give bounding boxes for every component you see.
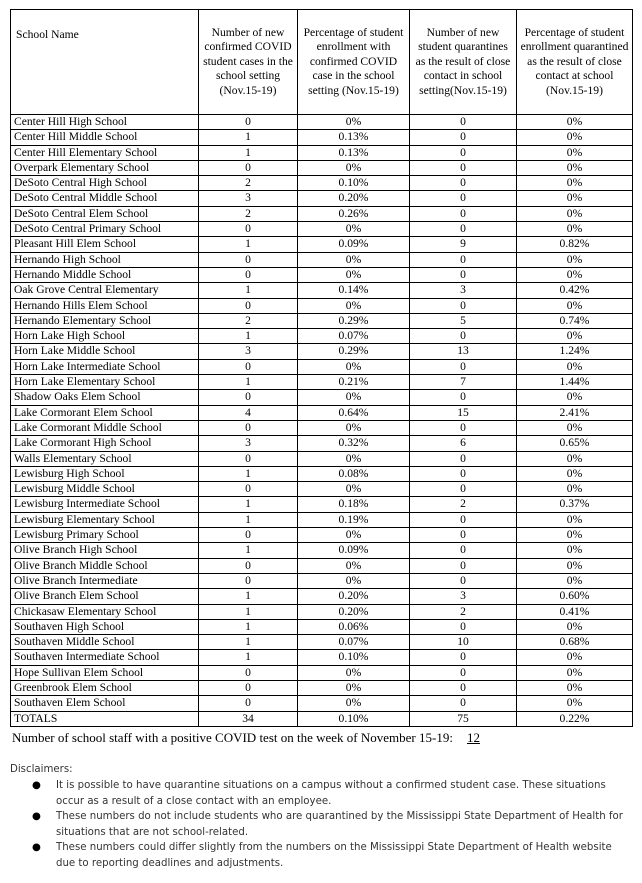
school-name-cell: Hernando Middle School (11, 267, 199, 282)
new-quarantines-cell: 0 (410, 528, 517, 543)
case-percentage-cell: 0.06% (298, 619, 410, 634)
new-cases-cell: 0 (199, 222, 298, 237)
table-row (11, 237, 633, 252)
school-name-cell: Greenbrook Elem School (11, 680, 199, 695)
new-cases-cell: 2 (199, 176, 298, 191)
case-percentage-cell: 0% (298, 359, 410, 374)
table-row (11, 635, 633, 650)
school-name-cell: Olive Branch Elem School (11, 589, 199, 604)
table-row (11, 390, 633, 405)
table-row (11, 420, 633, 435)
new-quarantines-cell: 0 (410, 329, 517, 344)
case-percentage-cell: 0.64% (298, 405, 410, 420)
table-row (11, 160, 633, 175)
new-quarantines-cell: 0 (410, 543, 517, 558)
new-cases-cell: 0 (199, 267, 298, 282)
table-row (11, 589, 633, 604)
new-quarantines-cell: 0 (410, 650, 517, 665)
new-quarantines-cell: 0 (410, 176, 517, 191)
new-cases-cell: 0 (199, 680, 298, 695)
table-row (11, 436, 633, 451)
disclaimer-text: It is possible to have quarantine situations on a campus without a confirmed student case. These situations occur as a result of a close contact with an employee. (56, 780, 606, 807)
new-quarantines-cell: 0 (410, 512, 517, 527)
table-header (11, 10, 633, 115)
quarantine-percentage-cell: 0.42% (517, 283, 633, 298)
new-cases-cell: 0 (199, 528, 298, 543)
new-cases-cell: 1 (199, 130, 298, 145)
quarantine-percentage-cell: 0% (517, 298, 633, 313)
new-cases-cell: 1 (199, 329, 298, 344)
table-body (11, 115, 633, 727)
quarantine-percentage-cell: 0.22% (517, 711, 633, 726)
new-cases-cell: 3 (199, 191, 298, 206)
new-cases-cell: 0 (199, 115, 298, 130)
new-quarantines-cell: 0 (410, 222, 517, 237)
quarantine-percentage-cell: 0% (517, 222, 633, 237)
new-cases-cell: 1 (199, 283, 298, 298)
case-percentage-cell: 0% (298, 451, 410, 466)
new-quarantines-cell: 0 (410, 160, 517, 175)
covid-cases-table (10, 9, 633, 727)
new-quarantines-cell: 0 (410, 359, 517, 374)
case-percentage-cell: 0.07% (298, 635, 410, 650)
new-quarantines-cell: 6 (410, 436, 517, 451)
new-cases-cell: 1 (199, 604, 298, 619)
table-row (11, 512, 633, 527)
case-percentage-cell: 0% (298, 665, 410, 680)
school-name-cell: Pleasant Hill Elem School (11, 237, 199, 252)
table-row (11, 528, 633, 543)
quarantine-percentage-cell: 0% (517, 543, 633, 558)
new-quarantines-cell: 0 (410, 115, 517, 130)
school-name-cell: Olive Branch Intermediate (11, 573, 199, 588)
quarantine-percentage-cell: 0% (517, 176, 633, 191)
school-name-cell: Oak Grove Central Elementary (11, 283, 199, 298)
header-school-name: School Name (11, 10, 199, 115)
table-row (11, 115, 633, 130)
table-row (11, 267, 633, 282)
new-quarantines-cell: 3 (410, 283, 517, 298)
table-row (11, 313, 633, 328)
disclaimer-item (32, 840, 630, 871)
table-row (11, 176, 633, 191)
new-quarantines-cell: 0 (410, 451, 517, 466)
new-quarantines-cell: 13 (410, 344, 517, 359)
table-row (11, 405, 633, 420)
quarantine-percentage-cell: 0.74% (517, 313, 633, 328)
table-row (11, 680, 633, 695)
new-cases-cell: 0 (199, 665, 298, 680)
table-row (11, 145, 633, 160)
table-row (11, 298, 633, 313)
quarantine-percentage-cell: 0.82% (517, 237, 633, 252)
new-quarantines-cell: 5 (410, 313, 517, 328)
disclaimers-section (10, 764, 630, 871)
table-row (11, 558, 633, 573)
disclaimer-item (32, 809, 630, 840)
new-quarantines-cell: 0 (410, 573, 517, 588)
new-quarantines-cell: 0 (410, 619, 517, 634)
table-row (11, 482, 633, 497)
case-percentage-cell: 0% (298, 528, 410, 543)
table-row (11, 359, 633, 374)
new-cases-cell: 0 (199, 573, 298, 588)
new-quarantines-cell: 0 (410, 558, 517, 573)
new-cases-cell: 1 (199, 375, 298, 390)
table-row (11, 665, 633, 680)
case-percentage-cell: 0.10% (298, 711, 410, 726)
case-percentage-cell: 0% (298, 390, 410, 405)
new-cases-cell: 1 (199, 497, 298, 512)
table-row (11, 696, 633, 711)
case-percentage-cell: 0.13% (298, 145, 410, 160)
case-percentage-cell: 0% (298, 298, 410, 313)
header-new-cases: Number of new confirmed COVID student cases in the school setting (Nov.15-19) (199, 10, 298, 115)
new-quarantines-cell: 0 (410, 482, 517, 497)
case-percentage-cell: 0.20% (298, 191, 410, 206)
quarantine-percentage-cell: 0.68% (517, 635, 633, 650)
quarantine-percentage-cell: 0% (517, 390, 633, 405)
quarantine-percentage-cell: 0% (517, 466, 633, 481)
quarantine-percentage-cell: 0% (517, 145, 633, 160)
quarantine-percentage-cell: 0% (517, 573, 633, 588)
quarantine-percentage-cell: 0% (517, 680, 633, 695)
school-name-cell: Southaven Intermediate School (11, 650, 199, 665)
school-name-cell: Olive Branch Middle School (11, 558, 199, 573)
new-cases-cell: 2 (199, 206, 298, 221)
new-cases-cell: 0 (199, 390, 298, 405)
case-percentage-cell: 0.29% (298, 344, 410, 359)
school-name-cell: Overpark Elementary School (11, 160, 199, 175)
new-quarantines-cell: 3 (410, 589, 517, 604)
school-name-cell: Horn Lake Elementary School (11, 375, 199, 390)
new-quarantines-cell: 9 (410, 237, 517, 252)
case-percentage-cell: 0% (298, 160, 410, 175)
quarantine-percentage-cell: 0.60% (517, 589, 633, 604)
header-new-quarantines: Number of new student quarantines as the result of close contact in school setting(Nov.15-19) (410, 10, 517, 115)
disclaimer-text: These numbers do not include students who are quarantined by the Mississippi State Department of Health for situations that are not school-related. (56, 811, 623, 838)
school-name-cell: Southaven Middle School (11, 635, 199, 650)
school-name-cell: Lewisburg Intermediate School (11, 497, 199, 512)
totals-row (11, 711, 633, 726)
school-name-cell: Lewisburg Elementary School (11, 512, 199, 527)
case-percentage-cell: 0.08% (298, 466, 410, 481)
new-quarantines-cell: 2 (410, 497, 517, 512)
quarantine-percentage-cell: 0% (517, 558, 633, 573)
table-row (11, 650, 633, 665)
school-name-cell: DeSoto Central Middle School (11, 191, 199, 206)
staff-count-label: Number of school staff with a positive COVID test on the week of November 15-19: (12, 730, 453, 745)
table-row (11, 222, 633, 237)
new-cases-cell: 1 (199, 237, 298, 252)
bullet-icon: ● (32, 811, 41, 822)
quarantine-percentage-cell: 0.41% (517, 604, 633, 619)
quarantine-percentage-cell: 1.24% (517, 344, 633, 359)
school-name-cell: DeSoto Central Primary School (11, 222, 199, 237)
school-name-cell: Lewisburg High School (11, 466, 199, 481)
new-quarantines-cell: 0 (410, 206, 517, 221)
new-cases-cell: 0 (199, 252, 298, 267)
new-quarantines-cell: 2 (410, 604, 517, 619)
school-name-cell: Center Hill Elementary School (11, 145, 199, 160)
school-name-cell: DeSoto Central Elem School (11, 206, 199, 221)
new-cases-cell: 1 (199, 145, 298, 160)
quarantine-percentage-cell: 0% (517, 451, 633, 466)
header-row (11, 10, 633, 115)
table-row (11, 604, 633, 619)
case-percentage-cell: 0.09% (298, 543, 410, 558)
school-name-cell: Lake Cormorant Elem School (11, 405, 199, 420)
case-percentage-cell: 0.09% (298, 237, 410, 252)
case-percentage-cell: 0.13% (298, 130, 410, 145)
school-name-cell: Olive Branch High School (11, 543, 199, 558)
new-cases-cell: 0 (199, 482, 298, 497)
new-quarantines-cell: 0 (410, 420, 517, 435)
school-name-cell: Southaven High School (11, 619, 199, 634)
new-cases-cell: 0 (199, 420, 298, 435)
quarantine-percentage-cell: 0.37% (517, 497, 633, 512)
case-percentage-cell: 0% (298, 267, 410, 282)
quarantine-percentage-cell: 0% (517, 115, 633, 130)
table-row (11, 206, 633, 221)
school-name-cell: TOTALS (11, 711, 199, 726)
new-quarantines-cell: 0 (410, 390, 517, 405)
new-quarantines-cell: 10 (410, 635, 517, 650)
case-percentage-cell: 0.14% (298, 283, 410, 298)
school-name-cell: Lewisburg Primary School (11, 528, 199, 543)
school-name-cell: Horn Lake High School (11, 329, 199, 344)
school-name-cell: Center Hill Middle School (11, 130, 199, 145)
school-name-cell: Lake Cormorant Middle School (11, 420, 199, 435)
quarantine-percentage-cell: 0% (517, 359, 633, 374)
quarantine-percentage-cell: 0% (517, 191, 633, 206)
case-percentage-cell: 0% (298, 558, 410, 573)
new-cases-cell: 1 (199, 589, 298, 604)
table-row (11, 283, 633, 298)
new-cases-cell: 2 (199, 313, 298, 328)
case-percentage-cell: 0.10% (298, 176, 410, 191)
case-percentage-cell: 0.19% (298, 512, 410, 527)
new-cases-cell: 1 (199, 635, 298, 650)
new-cases-cell: 34 (199, 711, 298, 726)
new-quarantines-cell: 0 (410, 191, 517, 206)
new-quarantines-cell: 0 (410, 665, 517, 680)
new-quarantines-cell: 0 (410, 466, 517, 481)
case-percentage-cell: 0.32% (298, 436, 410, 451)
case-percentage-cell: 0.29% (298, 313, 410, 328)
new-quarantines-cell: 0 (410, 298, 517, 313)
new-cases-cell: 1 (199, 543, 298, 558)
new-cases-cell: 0 (199, 160, 298, 175)
case-percentage-cell: 0% (298, 680, 410, 695)
new-cases-cell: 3 (199, 344, 298, 359)
new-cases-cell: 1 (199, 512, 298, 527)
school-name-cell: Lake Cormorant High School (11, 436, 199, 451)
table-row (11, 573, 633, 588)
case-percentage-cell: 0% (298, 115, 410, 130)
case-percentage-cell: 0% (298, 222, 410, 237)
school-name-cell: Center Hill High School (11, 115, 199, 130)
new-cases-cell: 0 (199, 451, 298, 466)
school-name-cell: Lewisburg Middle School (11, 482, 199, 497)
quarantine-percentage-cell: 0% (517, 512, 633, 527)
new-cases-cell: 3 (199, 436, 298, 451)
school-name-cell: Horn Lake Intermediate School (11, 359, 199, 374)
quarantine-percentage-cell: 0% (517, 329, 633, 344)
staff-positive-count-line (12, 730, 480, 746)
disclaimer-item (32, 778, 630, 809)
school-name-cell: Hernando Hills Elem School (11, 298, 199, 313)
table-row (11, 619, 633, 634)
new-quarantines-cell: 0 (410, 130, 517, 145)
new-cases-cell: 1 (199, 650, 298, 665)
header-quarantine-percentage: Percentage of student enrollment quarantined as the result of close contact at school (Nov.15-19) (517, 10, 633, 115)
quarantine-percentage-cell: 0% (517, 482, 633, 497)
school-name-cell: Chickasaw Elementary School (11, 604, 199, 619)
new-quarantines-cell: 0 (410, 252, 517, 267)
new-quarantines-cell: 0 (410, 267, 517, 282)
new-cases-cell: 1 (199, 619, 298, 634)
school-name-cell: Hernando High School (11, 252, 199, 267)
school-name-cell: Shadow Oaks Elem School (11, 390, 199, 405)
disclaimers-title: Disclaimers: (10, 764, 73, 775)
case-percentage-cell: 0% (298, 573, 410, 588)
quarantine-percentage-cell: 0% (517, 206, 633, 221)
table-row (11, 130, 633, 145)
table-row (11, 543, 633, 558)
case-percentage-cell: 0% (298, 252, 410, 267)
quarantine-percentage-cell: 1.44% (517, 375, 633, 390)
quarantine-percentage-cell: 0% (517, 528, 633, 543)
case-percentage-cell: 0.21% (298, 375, 410, 390)
table-row (11, 252, 633, 267)
new-quarantines-cell: 15 (410, 405, 517, 420)
new-quarantines-cell: 7 (410, 375, 517, 390)
school-name-cell: DeSoto Central High School (11, 176, 199, 191)
school-name-cell: Walls Elementary School (11, 451, 199, 466)
quarantine-percentage-cell: 0% (517, 665, 633, 680)
case-percentage-cell: 0.18% (298, 497, 410, 512)
new-cases-cell: 0 (199, 696, 298, 711)
quarantine-percentage-cell: 0.65% (517, 436, 633, 451)
bullet-icon: ● (32, 842, 41, 853)
new-cases-cell: 0 (199, 298, 298, 313)
staff-count-value: 12 (466, 730, 480, 745)
bullet-icon: ● (32, 780, 41, 791)
case-percentage-cell: 0.10% (298, 650, 410, 665)
school-name-cell: Hope Sullivan Elem School (11, 665, 199, 680)
new-cases-cell: 1 (199, 466, 298, 481)
quarantine-percentage-cell: 0% (517, 252, 633, 267)
case-percentage-cell: 0% (298, 696, 410, 711)
new-quarantines-cell: 0 (410, 680, 517, 695)
case-percentage-cell: 0% (298, 420, 410, 435)
quarantine-percentage-cell: 0% (517, 650, 633, 665)
new-quarantines-cell: 75 (410, 711, 517, 726)
new-quarantines-cell: 0 (410, 696, 517, 711)
table-row (11, 329, 633, 344)
disclaimer-text: These numbers could differ slightly from the numbers on the Mississippi State Department of Health website due to reporting deadlines and adjustments. (56, 842, 612, 869)
new-cases-cell: 0 (199, 359, 298, 374)
case-percentage-cell: 0% (298, 482, 410, 497)
quarantine-percentage-cell: 0% (517, 420, 633, 435)
table-row (11, 466, 633, 481)
school-name-cell: Horn Lake Middle School (11, 344, 199, 359)
case-percentage-cell: 0.20% (298, 604, 410, 619)
new-quarantines-cell: 0 (410, 145, 517, 160)
quarantine-percentage-cell: 0% (517, 696, 633, 711)
case-percentage-cell: 0.20% (298, 589, 410, 604)
new-cases-cell: 4 (199, 405, 298, 420)
case-percentage-cell: 0.26% (298, 206, 410, 221)
quarantine-percentage-cell: 0% (517, 267, 633, 282)
school-name-cell: Southaven Elem School (11, 696, 199, 711)
table-row (11, 451, 633, 466)
new-cases-cell: 0 (199, 558, 298, 573)
school-name-cell: Hernando Elementary School (11, 313, 199, 328)
table-row (11, 497, 633, 512)
quarantine-percentage-cell: 0% (517, 130, 633, 145)
table-row (11, 344, 633, 359)
header-case-percentage: Percentage of student enrollment with confirmed COVID case in the school setting (Nov.15-19) (298, 10, 410, 115)
disclaimers-list (10, 778, 630, 871)
table-row (11, 375, 633, 390)
quarantine-percentage-cell: 0% (517, 619, 633, 634)
case-percentage-cell: 0.07% (298, 329, 410, 344)
quarantine-percentage-cell: 2.41% (517, 405, 633, 420)
table-row (11, 191, 633, 206)
quarantine-percentage-cell: 0% (517, 160, 633, 175)
